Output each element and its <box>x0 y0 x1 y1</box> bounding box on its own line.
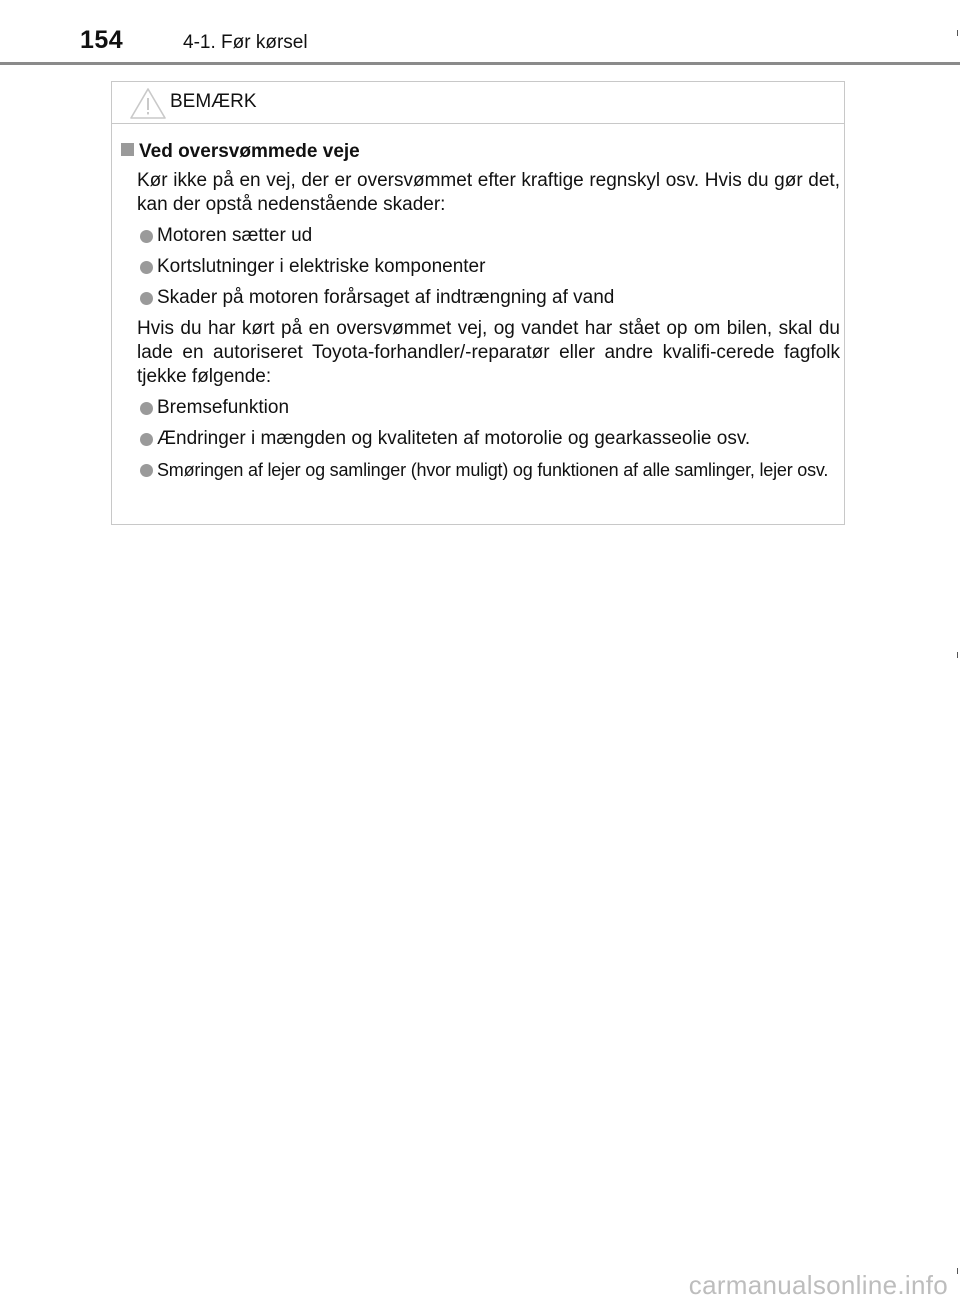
notice-box <box>111 81 845 525</box>
bullet-icon <box>140 230 153 243</box>
notice-body <box>137 140 840 482</box>
intro-paragraph: Kør ikke på en vej, der er oversvømmet efter kraftige regnskyl osv. Hvis du gør det, kan der opstå nedenstående skader: <box>137 170 840 215</box>
bullet-icon <box>140 292 153 305</box>
notice-header <box>112 82 844 124</box>
edge-tick <box>957 1268 958 1274</box>
notice-label: BEMÆRK <box>170 91 257 112</box>
page-header <box>0 0 960 66</box>
bullet-icon <box>140 433 153 446</box>
edge-tick <box>957 652 958 658</box>
list-item-text: Ændringer i mængden og kvaliteten af motorolie og gearkasseolie osv. <box>157 428 751 449</box>
list-item-text: Kortslutninger i elektriske komponenter <box>157 256 486 277</box>
header-rule <box>0 62 960 65</box>
square-bullet-icon <box>121 143 134 156</box>
list-item <box>137 286 840 310</box>
page-number: 154 <box>80 26 124 54</box>
subheading <box>121 140 840 164</box>
bullet-icon <box>140 261 153 274</box>
section-title: 4-1. Før kørsel <box>183 32 308 53</box>
list-item-text: Smøringen af lejer og samlinger (hvor muligt) og funktionen af alle samlinger, lejer osv. <box>157 460 829 480</box>
list-item-text: Motoren sætter ud <box>157 225 313 246</box>
list-item <box>137 458 840 482</box>
bullet-icon <box>140 464 153 477</box>
watermark: carmanualsonline.info <box>688 1270 948 1300</box>
list-item <box>137 427 840 451</box>
list-item <box>137 224 840 248</box>
list-item <box>137 396 840 420</box>
list-item <box>137 255 840 279</box>
warning-triangle-icon <box>129 87 167 120</box>
edge-tick <box>957 30 958 36</box>
list-item-text: Bremsefunktion <box>157 397 290 418</box>
bullet-icon <box>140 402 153 415</box>
subheading-text: Ved oversvømmede veje <box>139 141 360 162</box>
list-item-text: Skader på motoren forårsaget af indtrængning af vand <box>157 287 615 308</box>
followup-paragraph: Hvis du har kørt på en oversvømmet vej, og vandet har stået op om bilen, skal du lade en autoriseret Toyota-forhandler/-reparatør eller andre kvalifi-cerede fagfolk tjekke følgende: <box>137 318 840 387</box>
